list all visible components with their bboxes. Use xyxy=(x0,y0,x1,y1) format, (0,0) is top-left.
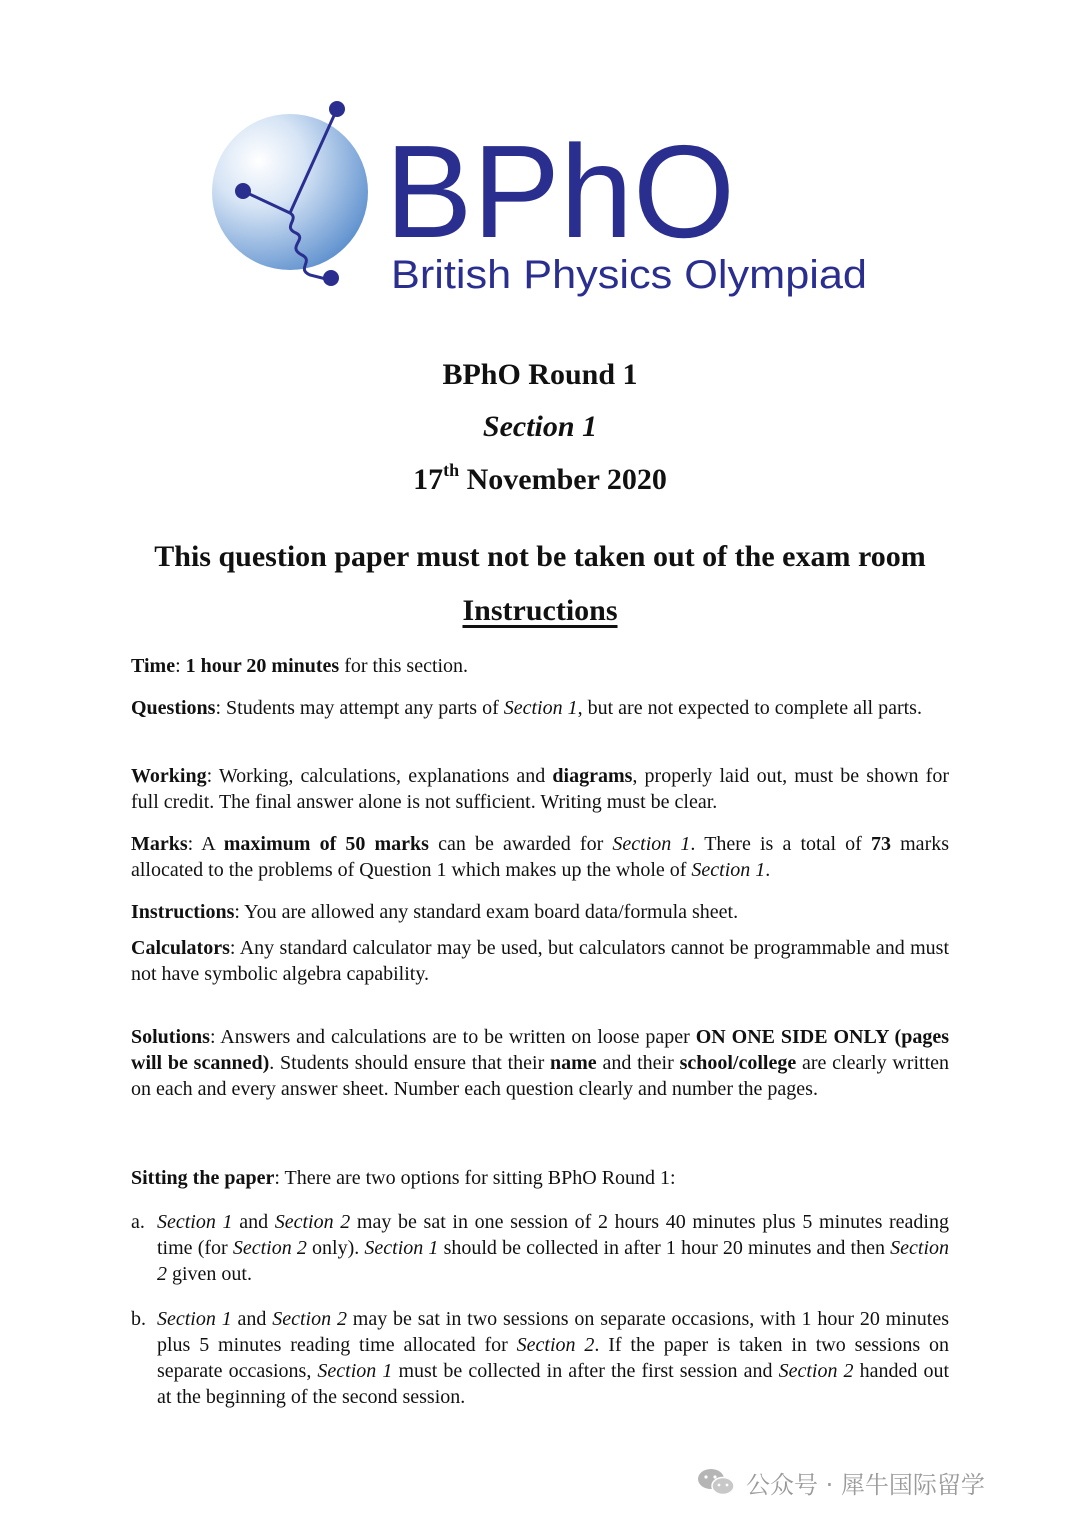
instructions-paragraph xyxy=(131,899,949,925)
time-rest: for this section. xyxy=(339,655,469,677)
option-text: must be collected in after the first session and xyxy=(392,1360,779,1382)
section-ref: Section 1 xyxy=(503,697,578,719)
solutions-paragraph xyxy=(131,1024,949,1102)
marks-text: : A xyxy=(187,833,224,855)
working-bold: diagrams xyxy=(552,765,633,787)
section-ref: Section 2 xyxy=(272,1308,347,1330)
sitting-label: Sitting the paper xyxy=(131,1167,275,1189)
working-text: : Working, calculations, explanations and xyxy=(206,765,553,787)
instructions-label: Instructions xyxy=(131,901,235,923)
option-text: handed out at the beginning of the second session. xyxy=(157,1360,950,1408)
option-marker: b. xyxy=(131,1308,146,1330)
watermark-text: 公众号 · 犀牛国际留学 xyxy=(746,1470,985,1499)
section-ref: Section 1 xyxy=(691,859,766,881)
marks-text: marks allocated to the problems of Question 1 which makes up the whole of xyxy=(131,833,950,881)
time-label: Time xyxy=(131,655,176,677)
questions-label: Questions xyxy=(131,697,216,719)
marks-text: can be awarded for xyxy=(428,833,613,855)
option-a xyxy=(131,1209,949,1287)
wechat-watermark xyxy=(696,1462,985,1502)
questions-text: : Students may attempt any parts of xyxy=(215,697,504,719)
date-rest: November 2020 xyxy=(459,463,667,496)
option-b xyxy=(131,1306,949,1410)
calculators-label: Calculators xyxy=(131,937,230,959)
solutions-text: : Answers and calculations are to be written on loose paper xyxy=(209,1026,696,1048)
exam-room-warning: This question paper must not be taken out of the exam room xyxy=(154,540,926,573)
instructions-text: : You are allowed any standard exam board data/formula sheet. xyxy=(234,901,739,923)
option-text: may be sat in one session of 2 hours 40 minutes plus 5 minutes reading time (for xyxy=(157,1211,949,1259)
section-ref: Section 2 xyxy=(516,1334,595,1356)
solutions-bold: school/college xyxy=(679,1052,797,1074)
section-ref: Section 1 xyxy=(612,833,691,855)
logo-acronym: BPhO xyxy=(385,118,735,265)
bpho-logo xyxy=(205,95,885,305)
questions-text: , but are not expected to complete all parts. xyxy=(577,697,922,719)
questions-paragraph xyxy=(131,695,949,721)
logo-name: British Physics Olympiad xyxy=(391,253,867,297)
section-ref: Section 2 xyxy=(274,1211,351,1233)
solutions-bold: ON ONE SIDE ONLY (pages will be scanned) xyxy=(131,1026,950,1074)
solutions-label: Solutions xyxy=(131,1026,210,1048)
section-title: Section 1 xyxy=(482,410,598,443)
sitting-text: : There are two options for sitting BPhO Round 1: xyxy=(274,1167,676,1189)
section-ref: Section 2 xyxy=(232,1237,307,1259)
option-text: and xyxy=(232,1211,275,1233)
working-label: Working xyxy=(131,765,207,787)
marks-label: Marks xyxy=(131,833,188,855)
logo-graphic xyxy=(205,95,885,305)
marks-total: 73 xyxy=(870,833,891,855)
marks-text: . There is a total of xyxy=(690,833,871,855)
wechat-icon xyxy=(696,1466,736,1498)
solutions-text: and their xyxy=(596,1052,680,1074)
calculators-paragraph xyxy=(131,935,949,987)
solutions-text: . Students should ensure that their xyxy=(269,1052,551,1074)
marks-paragraph xyxy=(131,831,949,883)
option-text: . If the paper is taken in two sessions on separate occasions, xyxy=(157,1334,950,1382)
time-duration: 1 hour 20 minutes xyxy=(185,655,340,677)
solutions-text: are clearly written on each and every answer sheet. Number each question clearly and number the pages. xyxy=(131,1052,950,1100)
working-paragraph xyxy=(131,763,949,815)
section-ref: Section 1 xyxy=(317,1360,393,1382)
option-text: given out. xyxy=(167,1263,252,1285)
section-ref: Section 1 xyxy=(157,1308,232,1330)
option-text: only). xyxy=(306,1237,365,1259)
date-suffix: th xyxy=(443,460,460,480)
time-paragraph: Time: 1 hour 20 minutes for this section. xyxy=(131,655,469,677)
marks-text: . xyxy=(765,859,771,881)
date-day: 17 xyxy=(413,463,444,496)
round-title: BPhO Round 1 xyxy=(442,358,638,391)
section-ref: Section 2 xyxy=(157,1237,950,1285)
option-text: should be collected in after 1 hour 20 minutes and then xyxy=(438,1237,891,1259)
option-text: and xyxy=(231,1308,273,1330)
section-ref: Section 1 xyxy=(157,1211,233,1233)
marks-bold: maximum of 50 marks xyxy=(223,833,429,855)
solutions-bold: name xyxy=(550,1052,597,1074)
working-text: , properly laid out, must be shown for full credit. The final answer alone is not sufficient. Writing must be clear. xyxy=(131,765,949,813)
calculators-text: : Any standard calculator may be used, but calculators cannot be programmable and must not have symbolic algebra capability. xyxy=(131,937,949,985)
sitting-paragraph xyxy=(131,1165,949,1191)
instructions-heading: Instructions xyxy=(462,594,618,627)
option-marker: a. xyxy=(131,1211,145,1233)
section-ref: Section 1 xyxy=(364,1237,439,1259)
exam-date xyxy=(0,462,1080,497)
section-ref: Section 2 xyxy=(778,1360,854,1382)
option-text: may be sat in two sessions on separate occasions, with 1 hour 20 minutes plus 5 minutes reading time allocated for xyxy=(157,1308,949,1356)
